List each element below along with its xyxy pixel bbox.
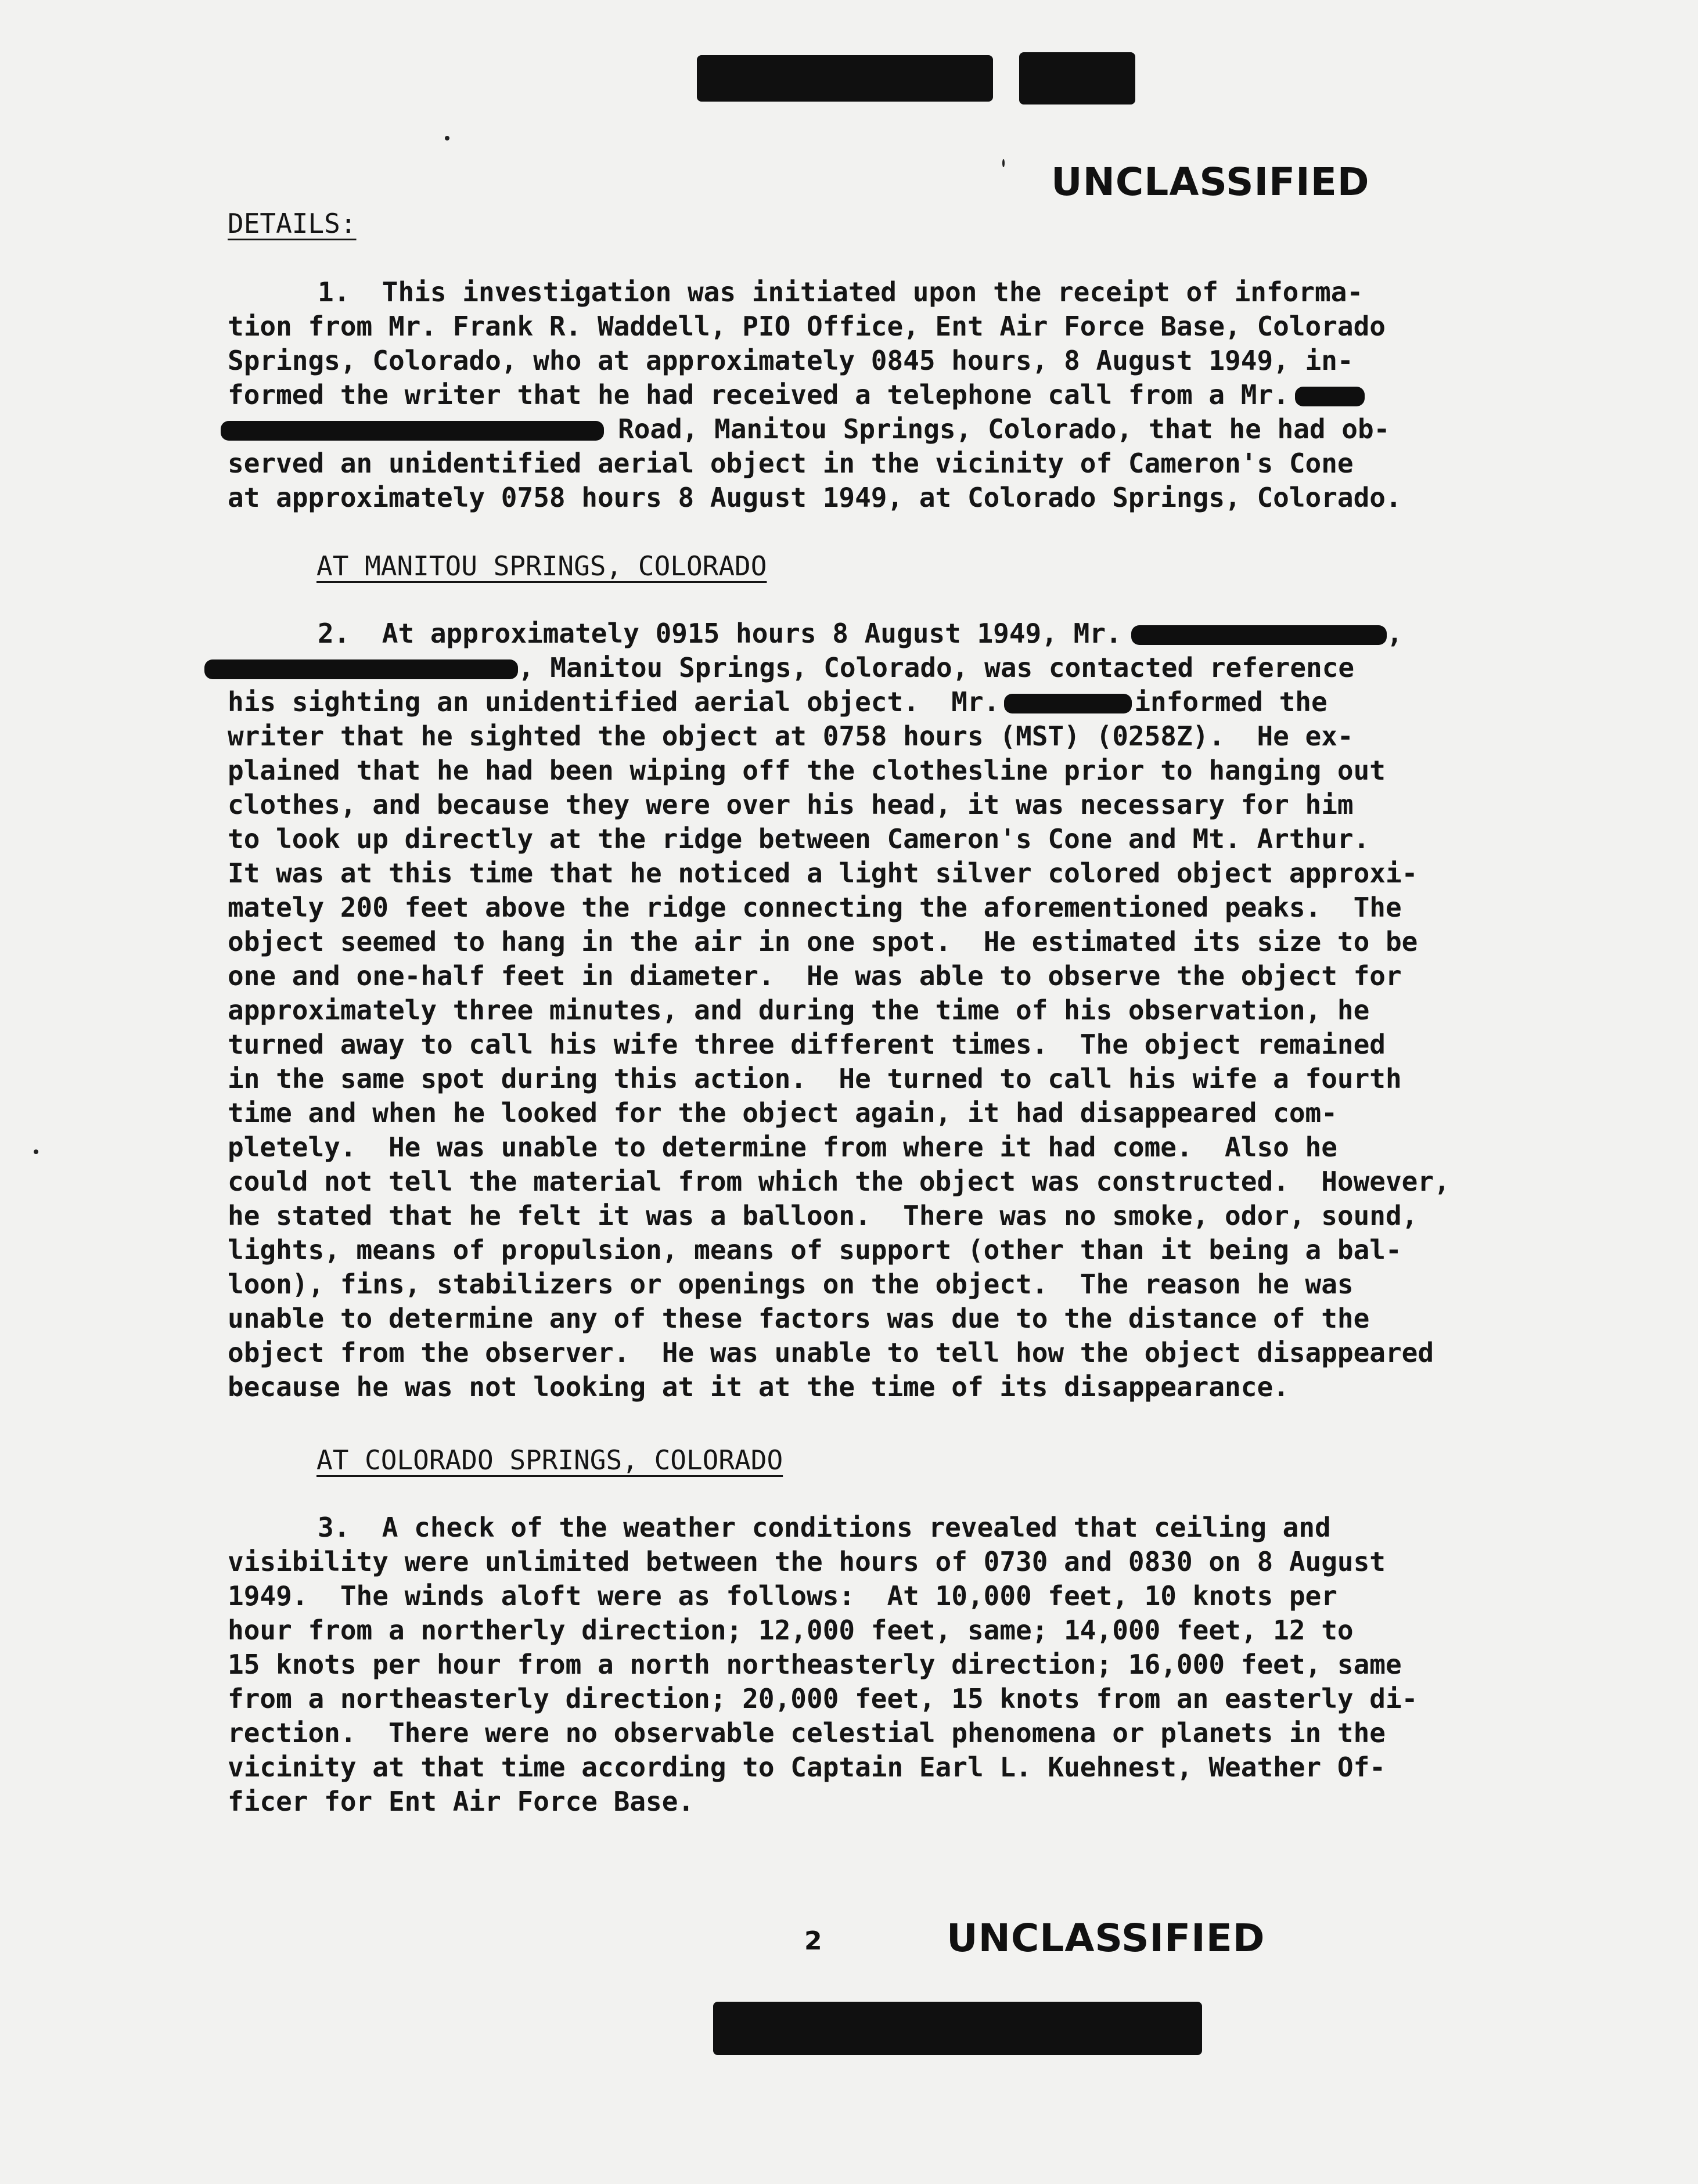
- paragraph-2-line: mately 200 feet above the ridge connecting the aforementioned peaks. The: [228, 892, 1402, 923]
- paragraph-1-line: tion from Mr. Frank R. Waddell, PIO Office, Ent Air Force Base, Colorado: [228, 311, 1386, 342]
- paragraph-2-line: It was at this time that he noticed a light silver colored object approxi-: [228, 857, 1418, 889]
- details-heading: DETAILS:: [228, 208, 357, 239]
- paragraph-3: [228, 1511, 1418, 1819]
- paragraph-3-line: 1949. The winds aloft were as follows: At 10,000 feet, 10 knots per: [228, 1580, 1337, 1612]
- paragraph-1-line: [221, 412, 1402, 446]
- paragraph-1-line: [228, 378, 1402, 412]
- paragraph-2-line: object from the observer. He was unable to tell how the object disappeared: [228, 1337, 1434, 1368]
- paragraph-2-line: clothes, and because they were over his head, it was necessary for him: [228, 789, 1354, 820]
- paragraph-3-line: visibility were unlimited between the hours of 0730 and 0830 on 8 August: [228, 1546, 1386, 1577]
- redacted-name: [1131, 625, 1387, 645]
- page-number: 2: [804, 1926, 822, 1956]
- scan-speck: [34, 1149, 38, 1154]
- paragraph-2-line: 2. At approximately 0915 hours 8 August 1949, Mr. ,: [318, 618, 1403, 649]
- colorado-springs-heading: AT COLORADO SPRINGS, COLORADO: [316, 1444, 783, 1476]
- paragraph-2-line-text: his sighting an unidentified aerial object. Mr.: [228, 686, 1000, 718]
- paragraph-1-line: Springs, Colorado, who at approximately 0845 hours, 8 August 1949, in-: [228, 345, 1354, 376]
- paragraph-2-line-text: 2. At approximately 0915 hours 8 August 1949, Mr.: [318, 618, 1122, 649]
- paragraph-3-line: 3. A check of the weather conditions revealed that ceiling and: [318, 1512, 1331, 1543]
- paragraph-1-line-text: Road, Manitou Springs, Colorado, that he had ob-: [618, 413, 1390, 445]
- top-redacted-marking-left: [697, 55, 993, 102]
- paragraph-2-line: pletely. He was unable to determine from where it had come. Also he: [228, 1131, 1337, 1163]
- redacted-address: [204, 659, 518, 679]
- scan-speck: [445, 136, 449, 140]
- paragraph-2-line: [204, 651, 1450, 685]
- paragraph-2-line: writer that he sighted the object at 0758 hours (MST) (0258Z). He ex-: [228, 720, 1354, 752]
- paragraph-2-line: approximately three minutes, and during the time of his observation, he: [228, 994, 1370, 1026]
- paragraph-1-line: 1. This investigation was initiated upon the receipt of informa-: [318, 276, 1364, 308]
- bottom-redacted-marking: [713, 2002, 1202, 2055]
- paragraph-1-line: at approximately 0758 hours 8 August 1949, at Colorado Springs, Colorado.: [228, 482, 1402, 513]
- paragraph-2-line: to look up directly at the ridge between Cameron's Cone and Mt. Arthur.: [228, 823, 1370, 855]
- paragraph-2-line: because he was not looking at it at the time of its disappearance.: [228, 1371, 1289, 1403]
- paragraph-3-line: ficer for Ent Air Force Base.: [228, 1786, 695, 1817]
- top-redacted-marking-right: [1019, 52, 1135, 104]
- paragraph-2-line: lights, means of propulsion, means of support (other than it being a bal-: [228, 1234, 1402, 1266]
- paragraph-3-line: hour from a northerly direction; 12,000 feet, same; 14,000 feet, 12 to: [228, 1614, 1354, 1646]
- paragraph-1: [228, 275, 1402, 515]
- paragraph-1-line: served an unidentified aerial object in the vicinity of Cameron's Cone: [228, 448, 1354, 479]
- classification-stamp-bottom: UNCLASSIFIED: [947, 1916, 1265, 1960]
- paragraph-2-line: loon), fins, stabilizers or openings on the object. The reason he was: [228, 1268, 1354, 1300]
- paragraph-2-line: time and when he looked for the object again, it had disappeared com-: [228, 1097, 1337, 1129]
- paragraph-3-line: rection. There were no observable celestial phenomena or planets in the: [228, 1717, 1386, 1749]
- paragraph-2-line-text: , Manitou Springs, Colorado, was contacted reference: [518, 652, 1355, 683]
- paragraph-2-line: unable to determine any of these factors was due to the distance of the: [228, 1303, 1370, 1334]
- paragraph-2-line: object seemed to hang in the air in one spot. He estimated its size to be: [228, 926, 1418, 957]
- paragraph-2-line: he stated that he felt it was a balloon. There was no smoke, odor, sound,: [228, 1200, 1418, 1231]
- scan-speck: [1002, 159, 1005, 167]
- redacted-name: [1004, 694, 1132, 713]
- paragraph-2-line: one and one-half feet in diameter. He was able to observe the object for: [228, 960, 1402, 992]
- paragraph-3-line: 15 knots per hour from a north northeasterly direction; 16,000 feet, same: [228, 1649, 1402, 1680]
- redacted-name: [1295, 387, 1365, 406]
- paragraph-1-line-text: formed the writer that he had received a telephone call from a Mr.: [228, 379, 1289, 410]
- paragraph-3-line: from a northeasterly direction; 20,000 feet, 15 knots from an easterly di-: [228, 1683, 1418, 1714]
- paragraph-2-line: turned away to call his wife three different times. The object remained: [228, 1029, 1386, 1060]
- paragraph-2: [228, 617, 1450, 1404]
- redacted-address: [221, 421, 604, 441]
- paragraph-2-line: in the same spot during this action. He turned to call his wife a fourth: [228, 1063, 1402, 1094]
- manitou-springs-heading: AT MANITOU SPRINGS, COLORADO: [316, 550, 767, 582]
- paragraph-2-line: plained that he had been wiping off the clothesline prior to hanging out: [228, 755, 1386, 786]
- paragraph-2-line: [228, 685, 1450, 719]
- paragraph-3-line: vicinity at that time according to Captain Earl L. Kuehnest, Weather Of-: [228, 1751, 1386, 1783]
- paragraph-2-line: could not tell the material from which the object was constructed. However,: [228, 1166, 1450, 1197]
- classification-stamp-top: UNCLASSIFIED: [1051, 160, 1370, 204]
- paragraph-2-line-text: informed the: [1134, 686, 1328, 718]
